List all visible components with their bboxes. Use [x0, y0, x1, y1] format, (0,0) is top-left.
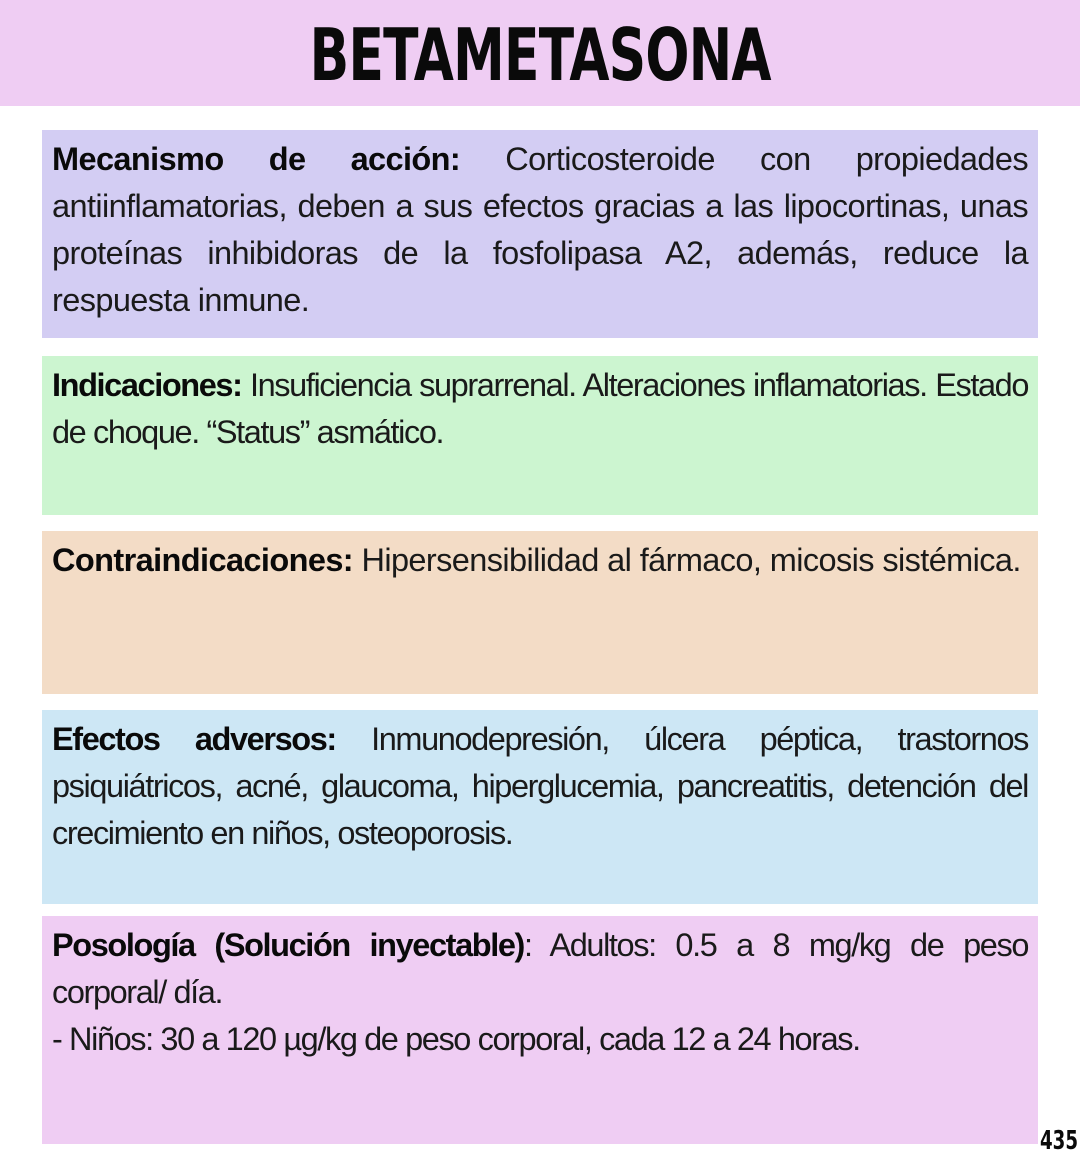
section-text: Inmunodepresión, úlcera péptica, trastornos psiquiátricos, acné, glaucoma, hiperglucemia, pancreatitis, detención del crecimiento en niños, osteoporosis. — [52, 721, 1029, 851]
header-banner — [0, 0, 1080, 106]
page-title: BETAMETASONA — [309, 13, 771, 97]
posologia-ninos: - Niños: 30 a 120 µg/kg de peso corporal, cada 12 a 24 horas. — [52, 1021, 860, 1057]
posologia-adultos — [52, 922, 1028, 1016]
page-number: 435 — [1040, 1126, 1078, 1156]
section-label: Contraindicaciones: — [52, 542, 354, 578]
section-efectos-adversos — [42, 710, 1038, 904]
section-label: Mecanismo de acción: — [52, 141, 461, 177]
section-label: Indicaciones: — [52, 367, 242, 403]
section-text: Insuficiencia suprarrenal. Alteraciones inflamatorias. Estado de choque. “Status” asmático. — [52, 367, 1028, 450]
section-mecanismo — [42, 130, 1038, 338]
section-label: Efectos adversos: — [52, 721, 336, 757]
section-posologia — [42, 916, 1038, 1144]
section-text: Corticosteroide con propiedades antiinflamatorias, deben a sus efectos gracias a las lipocortinas, unas proteínas inhibidoras de la fosfolipasa A2, además, reduce la respuesta inmune. — [52, 141, 1029, 318]
section-contraindicaciones — [42, 531, 1038, 694]
section-text: : Adultos: 0.5 a 8 mg/kg de peso corporal/ día. — [52, 927, 1028, 1010]
section-text: Hipersensibilidad al fármaco, micosis sistémica. — [353, 542, 1021, 578]
section-label: Posología (Solución inyectable) — [52, 927, 524, 963]
section-indicaciones — [42, 356, 1038, 515]
